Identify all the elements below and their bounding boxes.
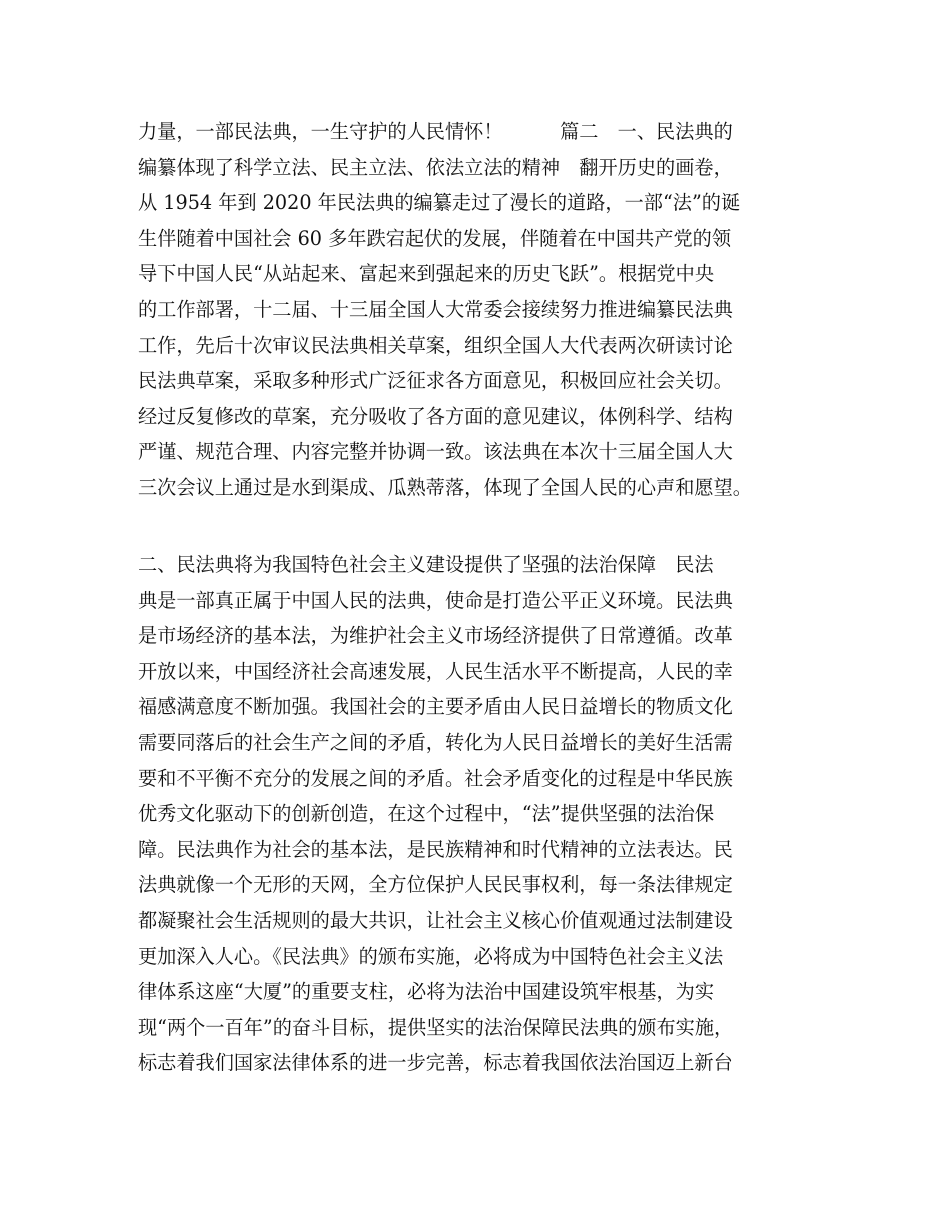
text-line: 三次会议上通过是水到渠成、瓜熟蒂落，体现了全国人民的心声和愿望。 [138, 475, 752, 499]
text-line: 优秀文化驱动下的创新创造，在这个过程中，“法”提供坚强的法治保 [138, 802, 715, 826]
text-line: 现“两个一百年”的奋斗目标，提供坚实的法治保障民法典的颁布实施， [138, 1015, 734, 1039]
text-line: 民法典草案，采取多种形式广泛征求各方面意见，积极回应社会关切。 [138, 369, 733, 393]
text-line: 更加深入人心。《民法典》的颁布实施，必将成为中国特色社会主义法 [138, 944, 724, 968]
text-line: 严谨、规范合理、内容完整并协调一致。该法典在本次十三届全国人大 [138, 440, 733, 464]
text-line: 是市场经济的基本法，为维护社会主义市场经济提供了日常遵循。改革 [138, 624, 733, 648]
text-line: 二、民法典将为我国特色社会主义建设提供了坚强的法治保障 民法 [138, 553, 714, 576]
text-line: 典是一部真正属于中国人民的法典，使命是打造公平正义环境。民法典 [138, 588, 733, 612]
text-line: 标志着我们国家法律体系的进一步完善，标志着我国依法治国迈上新台 [138, 1051, 733, 1075]
paragraph-1 [138, 114, 828, 506]
text-line: 法典就像一个无形的天网，全方位保护人民民事权利，每一条法律规定 [138, 873, 733, 897]
text-line: 需要同落后的社会生产之间的矛盾，转化为人民日益增长的美好生活需 [138, 730, 733, 754]
text-line: 工作，先后十次审议民法典相关草案，组织全国人大代表两次研读讨论 [138, 333, 733, 357]
text-line: 开放以来，中国经济社会高速发展，人民生活水平不断提高，人民的幸 [138, 659, 733, 683]
text-line: 福感满意度不断加强。我国社会的主要矛盾由人民日益增长的物质文化 [138, 695, 733, 719]
text-line: 律体系这座“大厦”的重要支柱，必将为法治中国建设筑牢根基，为实 [138, 980, 715, 1004]
text-line: 力量，一部民法典，一生守护的人民情怀！ 篇二 一、民法典的 [138, 120, 733, 143]
paragraph-2 [138, 547, 828, 1081]
text-line: 障。民法典作为社会的基本法，是民族精神和时代精神的立法表达。民 [138, 837, 733, 861]
text-line: 都凝聚社会生活规则的最大共识，让社会主义核心价值观通过法制建设 [138, 908, 733, 932]
text-line: 从 1954 年到 2020 年民法典的编纂走过了漫长的道路，一部“法”的诞 [138, 191, 741, 215]
text-line: 经过反复修改的草案，充分吸收了各方面的意见建议，体例科学、结构 [138, 404, 733, 428]
text-line: 生伴随着中国社会 60 多年跌宕起伏的发展，伴随着在中国共产党的领 [138, 226, 732, 250]
text-line: 编纂体现了科学立法、民主立法、依法立法的精神 翻开历史的画卷， [138, 155, 733, 179]
text-line: 要和不平衡不充分的发展之间的矛盾。社会矛盾变化的过程是中华民族 [138, 766, 733, 790]
text-line: 导下中国人民“从站起来、富起来到强起来的历史飞跃”。根据党中央 [138, 262, 715, 286]
text-line: 的工作部署，十二届、十三届全国人大常委会接续努力推进编纂民法典 [138, 297, 733, 321]
